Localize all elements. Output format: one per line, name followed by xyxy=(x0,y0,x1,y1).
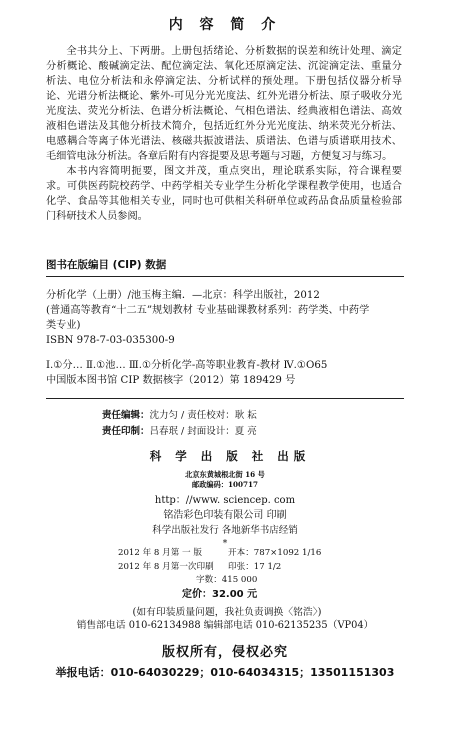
cip-line-title: 分析化学（上册）/池玉梅主编．—北京：科学出版社，2012 xyxy=(46,290,320,301)
content-summary xyxy=(46,44,402,224)
cip-top-rule xyxy=(46,276,404,277)
publisher-address: 北京东黄城根北街 16 号 xyxy=(185,470,265,479)
summary-paragraph-2: 本书内容简明扼要，图文并茂，重点突出，理论联系实际，符合课程要求。可供医药院校药学、中药学相关专业学生分析化学课程教学使用，也适合化学、食品等其他相关专业，同时也可供相关科研单位或药品食品质量检验部门科研技术人员参阅。 xyxy=(46,166,402,222)
summary-paragraph-1: 全书共分上、下两册。上册包括绪论、分析数据的误差和统计处理、滴定分析概论、酸碱滴定法、配位滴定法、氧化还原滴定法、沉淀滴定法、重量分析法、电位分析法和永停滴定法、分析试样的预处理。下册包括仪器分析导论、光谱分析法概论、紫外-可见分光光度法、红外光谱分析法、原子吸收分光光度法、荧光分析法、色谱分析法概论、气相色谱法、经典液相色谱法、高效液相色谱法及其他分析技术简介，包括近红外分光光度法、纳米荧光分析法、电感耦合等离子体光谱法、核磁共振波谱法、质谱法、色谱与质谱联用技术、毛细管电泳分析法。各章后附有内容提要及思考题与习题，方便复习与练习。 xyxy=(46,46,402,162)
quality-note: (如有印装质量问题，我社负责调换〈铭浩〉) xyxy=(132,607,322,618)
summary-title: 内 容 简 介 xyxy=(168,17,282,33)
quality-notice xyxy=(0,606,450,632)
printer-line: 铭浩彩色印装有限公司 印刷 xyxy=(163,510,287,521)
edition-info: 2012 年 8 月第 一 版 xyxy=(118,548,202,558)
specs-edition-row xyxy=(118,547,338,561)
cip-gap xyxy=(46,348,404,358)
sheets-info: 印张：17 1/2 xyxy=(228,561,282,572)
price: 定价：32.00 元 xyxy=(182,588,258,600)
cip-data-block xyxy=(46,288,404,388)
publisher-postcode: 邮政编码：100717 xyxy=(192,480,258,489)
cip-line-classification: Ⅰ.①分… Ⅱ.①池… Ⅲ.①分析化学-高等职业教育-教材 Ⅳ.①O65 xyxy=(46,360,328,371)
cip-line-series: (普通高等教育“十二五”规划教材 专业基础课教材系列：药学类、中药学 xyxy=(46,305,370,316)
publisher-url: http：//www. sciencep. com xyxy=(154,495,296,506)
distributor-line: 科学出版社发行 各地新华书店经销 xyxy=(152,525,298,536)
cip-line-record-number: 中国版本图书馆 CIP 数据核字（2012）第 189429 号 xyxy=(46,375,296,386)
cip-line-isbn: ISBN 978-7-03-035300-9 xyxy=(46,335,175,346)
printing-value: 吕春珉 / 封面设计：夏 亮 xyxy=(149,426,257,437)
report-phones: 举报电话：010-64030229；010-64034315；13501151303 xyxy=(55,666,395,679)
word-count: 字数：415 000 xyxy=(196,575,258,585)
separator-star: * xyxy=(222,539,228,549)
print-specs xyxy=(118,547,338,601)
publisher-name: 科 学 出 版 社 出版 xyxy=(149,449,311,463)
credits-block xyxy=(102,408,257,440)
printing-info: 2012 年 8 月第一次印刷 xyxy=(118,561,214,572)
specs-print-row xyxy=(118,561,338,575)
contact-phones: 销售部电话 010-62134988 编辑部电话 010-62135235（VP04） xyxy=(76,620,374,631)
publisher-block xyxy=(0,448,450,550)
format-info: 开本：787×1092 1/16 xyxy=(228,548,322,558)
cip-line-series-cont: 类专业) xyxy=(46,320,81,331)
editor-label: 责任编辑： xyxy=(102,410,150,421)
cip-heading: 图书在版编目 (CIP) 数据 xyxy=(46,259,167,271)
credits-editor-line xyxy=(102,408,257,424)
copyright-notice: 版权所有，侵权必究 xyxy=(161,645,288,660)
editor-value: 沈力匀 / 责任校对：耿 耘 xyxy=(149,410,257,421)
printing-label: 责任印制： xyxy=(102,426,150,437)
credits-printing-line xyxy=(102,424,257,440)
cip-bottom-rule xyxy=(46,398,404,399)
